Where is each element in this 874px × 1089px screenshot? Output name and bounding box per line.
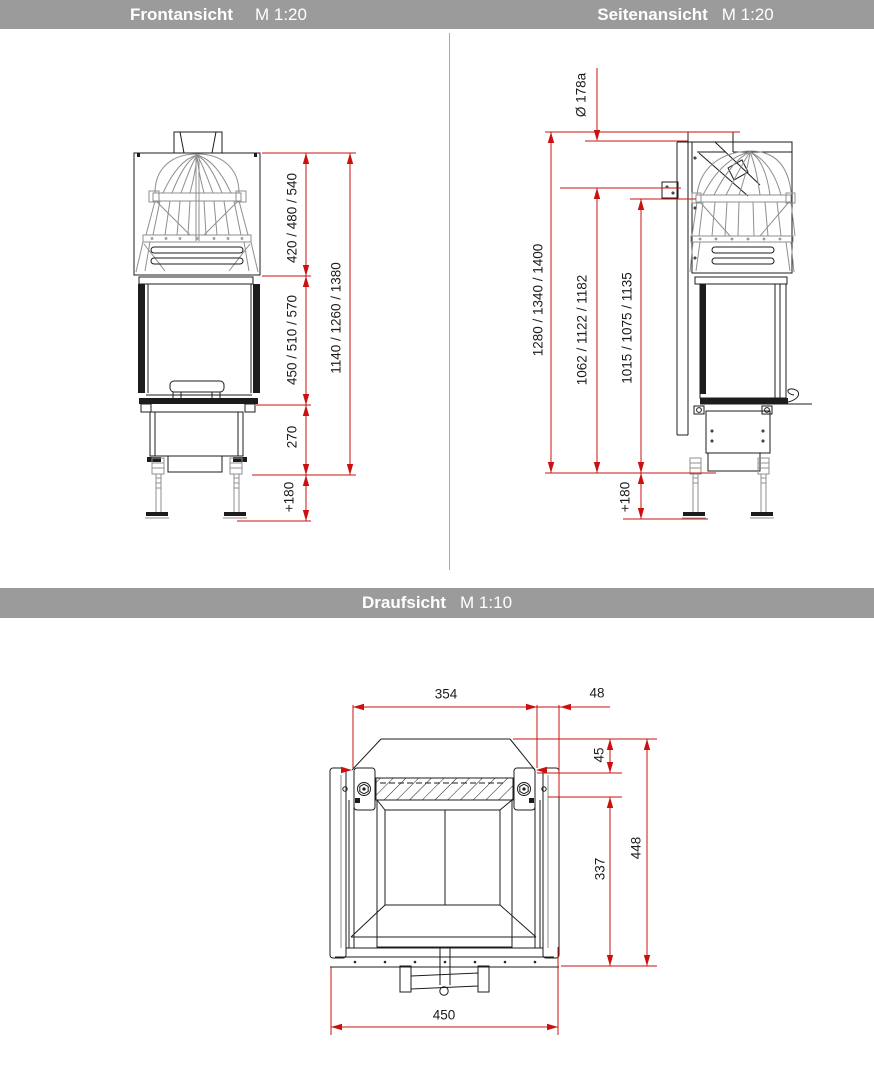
front-view-title: Frontansicht [130,4,233,24]
side-view-header [437,0,874,29]
side-view-title: Seitenansicht [597,4,708,24]
front-view-header [0,0,437,29]
front-dim-upper: 420 / 480 / 540 [284,172,300,264]
header-bar-draufsicht [0,588,874,618]
header-bar-top [0,0,874,29]
top-dim-depth-overall: 448 [628,836,644,860]
top-dim-width-inner: 354 [434,686,458,702]
front-dim-legs: +180 [281,481,297,513]
side-dim-overall: 1280 / 1340 / 1400 [530,243,546,357]
top-view-title: Draufsicht [361,593,447,612]
front-dim-lower: 270 [284,425,300,449]
front-dim-middle: 450 / 510 / 570 [284,294,300,386]
top-dim-depth-hatch: 45 [591,747,607,763]
side-view-scale: M 1:20 [721,4,774,24]
top-view-scale: M 1:10 [460,593,513,612]
top-view-header [0,588,874,618]
front-dim-overall: 1140 / 1260 / 1380 [328,262,344,374]
side-dim-legs: +180 [617,481,633,513]
front-view-drawing [60,120,370,530]
front-view-scale: M 1:20 [254,4,307,24]
top-dim-offset-right: 48 [589,685,605,701]
view-divider [449,33,450,570]
top-view-drawing [290,685,685,1045]
top-dim-depth-inner: 337 [592,857,608,881]
side-dim-inner: 1015 / 1075 / 1135 [619,272,635,384]
side-dim-mid: 1062 / 1122 / 1182 [574,274,590,386]
side-dim-flue: Ø 178a [573,72,589,118]
top-dim-width-overall: 450 [432,1007,456,1023]
